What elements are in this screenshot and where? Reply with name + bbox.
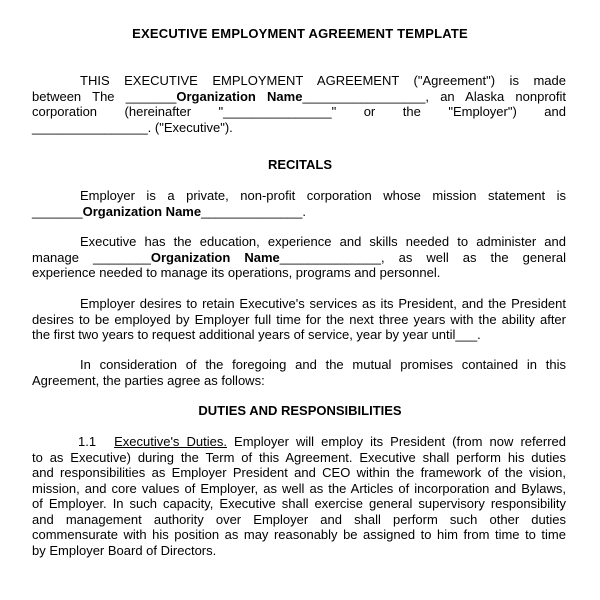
section-1-1-paragraph: 1.1 Executive's Duties. Employer will employ its President (from now referred to as Executive) during the Term of this Agreement. Executive shall perform his duties and responsibilities as Employer President and CEO within the framework of the vision, mission, and core values of Employer, as well as the Articles of incorporation and Bylaws, of Employer. In such capacity, Executive shall exercise general supervisory responsibility and management authority over Employer and shall perform such other duties commensurate with his position as may reasonably be assigned to him from time to time by Employer Board of Directors. bbox=[32, 434, 566, 558]
organization-name-field: Organization Name bbox=[176, 88, 303, 104]
organization-name-field: Organization Name bbox=[82, 203, 202, 219]
recital-paragraph-2: Executive has the education, experience and skills needed to administer and manage ________Organization Name______________, as well as the general experience needed to manage its operations, programs and personnel. bbox=[32, 234, 567, 280]
recital-paragraph-4: In consideration of the foregoing and the mutual promises contained in this Agreement, the parties agree as follows: bbox=[32, 357, 566, 388]
organization-name-field: Organization Name bbox=[150, 249, 280, 265]
recitals-heading: RECITALS bbox=[267, 157, 333, 172]
intro-line-1: THIS EXECUTIVE EMPLOYMENT AGREEMENT ("Agreement") is made bbox=[80, 73, 566, 88]
intro-line-3: corporation (hereinafter "_______________" or the "Employer") and bbox=[32, 104, 566, 119]
recital-paragraph-3: Employer desires to retain Executive's services as its President, and the President desires to be employed by Employer full time for the next three years with the ability after the first two years to request additional years of service, year by year until___. bbox=[32, 296, 566, 342]
section-heading: Executive's Duties. bbox=[114, 434, 227, 449]
document-title: EXECUTIVE EMPLOYMENT AGREEMENT TEMPLATE bbox=[132, 26, 468, 41]
duties-heading: DUTIES AND RESPONSIBILITIES bbox=[198, 403, 402, 418]
section-number: 1.1 bbox=[78, 434, 97, 449]
recital-paragraph-1: Employer is a private, non-profit corporation whose mission statement is _______Organization Name______________. bbox=[32, 188, 566, 219]
intro-line-4: ________________. ("Executive"). bbox=[32, 119, 233, 135]
intro-paragraph: THIS EXECUTIVE EMPLOYMENT AGREEMENT ("Agreement") is made between The _______Organization Name_________________, an Alaska nonprofit corporation (hereinafter "_______________" or the "Employer") and ________________. ("Executive"). bbox=[32, 73, 566, 135]
